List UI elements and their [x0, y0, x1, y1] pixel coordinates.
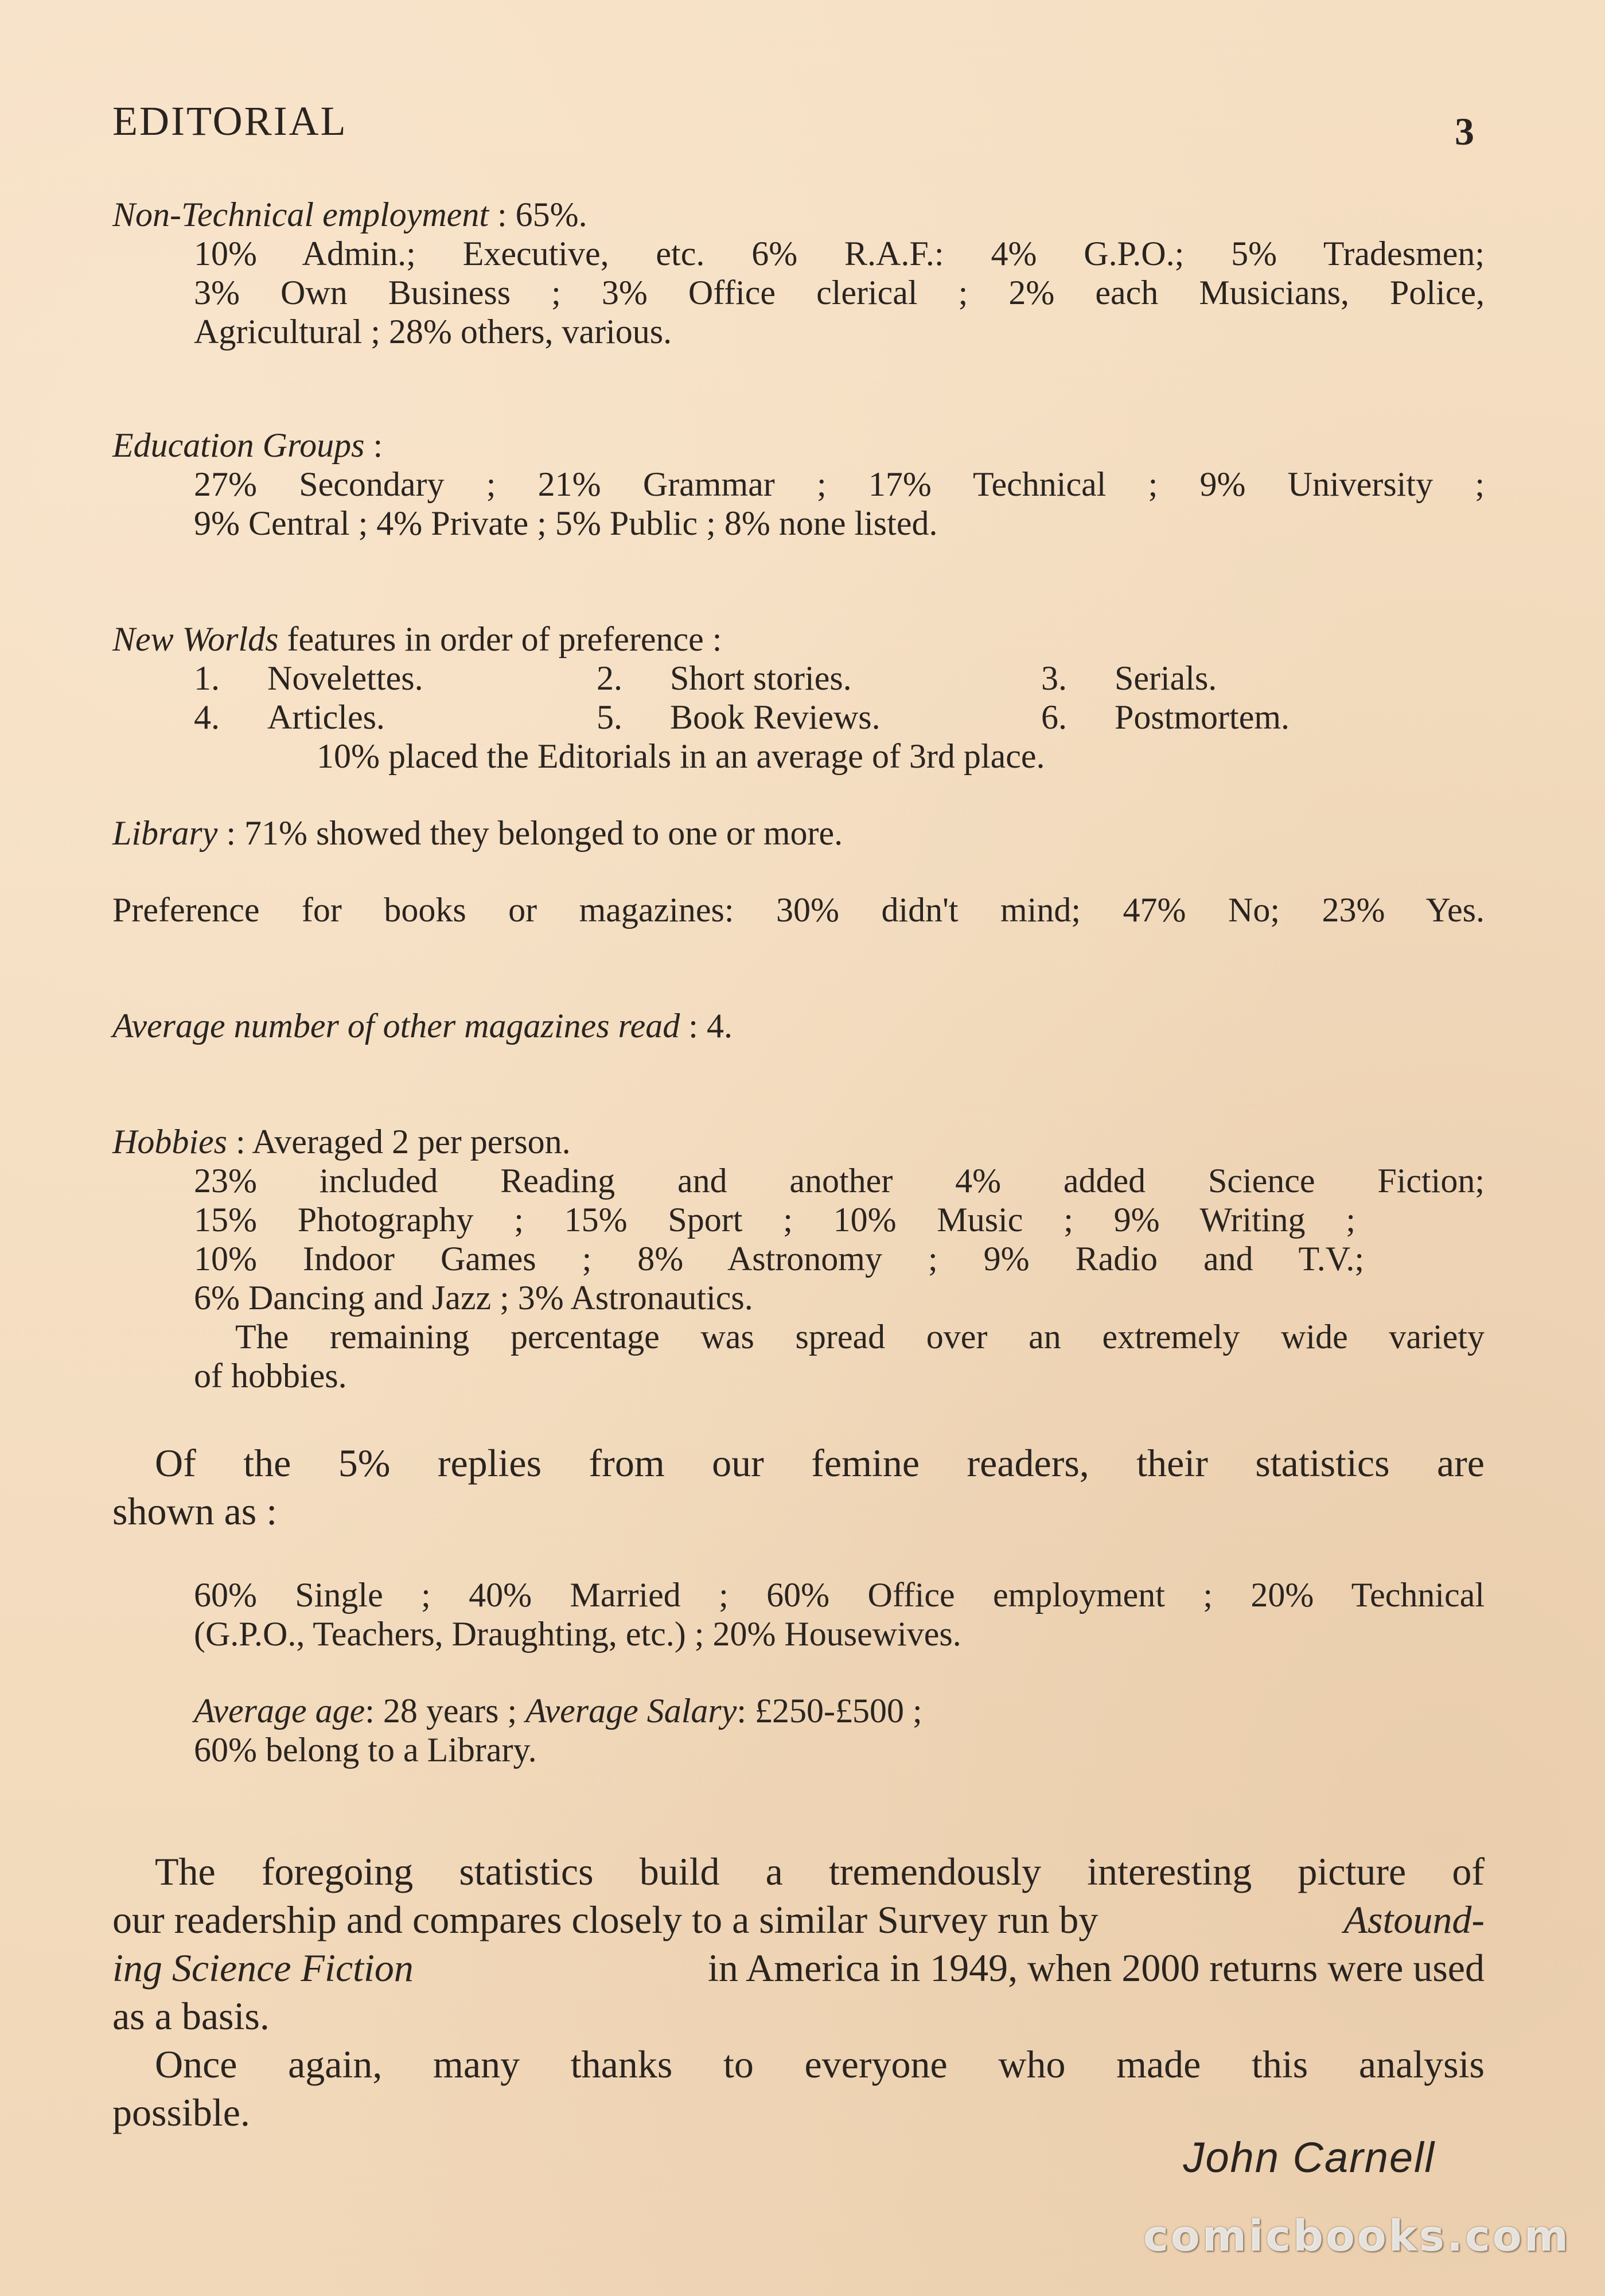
hobbies-line: 15% Photography ; 15% Sport ; 10% Music ; 9% Writing ; [194, 1201, 1355, 1239]
avg-magazines-value: : 4. [680, 1007, 733, 1045]
hobbies-line: 23% included Reading and another 4% added Science Fiction; [194, 1162, 1485, 1200]
feature-item [1041, 698, 1290, 737]
age-label: Average age [194, 1692, 365, 1730]
salary-label: Average Salary [525, 1692, 737, 1730]
closing-text: our readership and compares closely to a similar Survey run by [112, 1898, 1098, 1941]
preference-line: Preference for books or magazines: 30% didn't mind; 47% No; 23% Yes. [112, 891, 1485, 929]
feminine-age-salary [194, 1691, 922, 1730]
feature-number: 6. [1041, 698, 1067, 736]
nontech-value: : 65%. [489, 196, 587, 234]
features-heading [112, 620, 722, 659]
hobbies-value: : Averaged 2 per person. [227, 1123, 571, 1161]
feature-number: 1. [194, 659, 220, 697]
feminine-stats: (G.P.O., Teachers, Draughting, etc.) ; 20% Housewives. [194, 1615, 961, 1653]
feature-item [194, 698, 385, 737]
education-line: 27% Secondary ; 21% Grammar ; 17% Technical ; 9% University ; [194, 465, 1485, 503]
nontech-line: Agricultural ; 28% others, various. [194, 313, 672, 351]
closing-text: in America in 1949, when 2000 returns were used [708, 1946, 1485, 1990]
feature-number: 4. [194, 698, 220, 736]
feature-text: Postmortem. [1115, 698, 1290, 736]
education-heading [112, 426, 383, 465]
closing-line: possible. [112, 2091, 250, 2134]
feature-text: Serials. [1115, 659, 1217, 697]
feature-text: Novelettes. [267, 659, 423, 697]
nontech-label: Non-Technical employment [112, 196, 489, 234]
closing-line: The foregoing statistics build a tremendously interesting picture of [155, 1850, 1485, 1893]
hobbies-remainder: The remaining percentage was spread over an extremely wide variety [235, 1318, 1485, 1356]
feature-item [597, 659, 852, 698]
nontech-line: 3% Own Business ; 3% Office clerical ; 2% each Musicians, Police, [194, 274, 1485, 312]
hobbies-label: Hobbies [112, 1123, 227, 1161]
feminine-intro: shown as : [112, 1489, 278, 1533]
closing-line: Once again, many thanks to everyone who made this analysis [155, 2042, 1485, 2086]
age-value: : 28 years ; [365, 1692, 517, 1730]
education-value: : [364, 426, 383, 464]
feature-item [597, 698, 881, 737]
features-label: New Worlds [112, 620, 279, 658]
closing-line [112, 1944, 1485, 1992]
closing-italic: Astound- [1343, 1898, 1485, 1941]
hobbies-remainder: of hobbies. [194, 1357, 347, 1395]
closing-line [112, 1896, 1485, 1944]
feature-number: 2. [597, 659, 622, 697]
hobbies-line: 6% Dancing and Jazz ; 3% Astronautics. [194, 1279, 753, 1317]
feature-text: Short stories. [670, 659, 852, 697]
education-line: 9% Central ; 4% Private ; 5% Public ; 8% none listed. [194, 504, 938, 542]
feature-item [194, 659, 423, 698]
library-label: Library [112, 814, 218, 852]
page-number: 3 [1455, 110, 1474, 153]
site-watermark: comicbooks.com [1143, 2212, 1571, 2261]
feminine-intro: Of the 5% replies from our femine readers, their statistics are [155, 1441, 1485, 1485]
features-value: features in order of preference : [278, 620, 722, 658]
features-note: 10% placed the Editorials in an average of 3rd place. [317, 737, 1045, 775]
library-line [112, 814, 843, 853]
hobbies-line: 10% Indoor Games ; 8% Astronomy ; 9% Radio and T.V.; [194, 1240, 1364, 1278]
feature-number: 5. [597, 698, 622, 736]
library-value: : 71% showed they belonged to one or more. [217, 814, 843, 852]
editor-signature: John Carnell [1183, 2134, 1435, 2181]
closing-italic: ing Science Fiction [112, 1946, 414, 1990]
feature-text: Articles. [267, 698, 385, 736]
feature-item [1041, 659, 1217, 698]
feminine-library: 60% belong to a Library. [194, 1731, 537, 1769]
salary-value: : £250-£500 ; [737, 1692, 922, 1730]
nontech-line: 10% Admin.; Executive, etc. 6% R.A.F.: 4% G.P.O.; 5% Tradesmen; [194, 235, 1485, 273]
avg-magazines-label: Average number of other magazines read [112, 1007, 680, 1045]
hobbies-heading [112, 1122, 571, 1161]
education-label: Education Groups [112, 426, 365, 464]
page-header-title: EDITORIAL [112, 98, 348, 144]
nontech-heading [112, 195, 587, 234]
avg-magazines-line [112, 1006, 733, 1045]
feminine-stats: 60% Single ; 40% Married ; 60% Office employment ; 20% Technical [194, 1576, 1485, 1614]
feature-text: Book Reviews. [670, 698, 881, 736]
feature-number: 3. [1041, 659, 1067, 697]
closing-line: as a basis. [112, 1994, 270, 2038]
